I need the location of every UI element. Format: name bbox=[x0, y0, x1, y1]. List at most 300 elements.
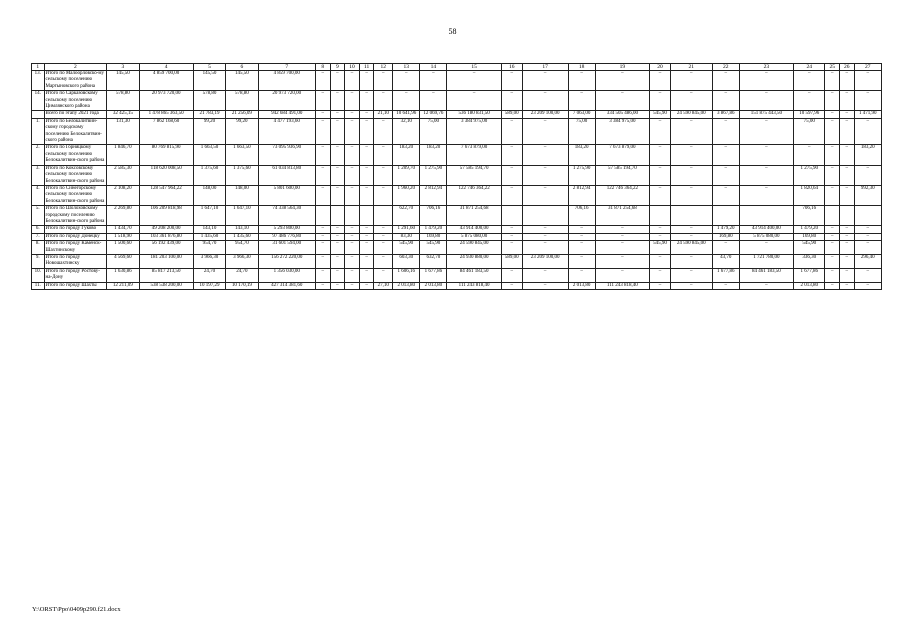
value-cell: – bbox=[739, 241, 793, 255]
header-cell: 20 bbox=[650, 64, 671, 71]
value-cell: 1 500,60 bbox=[107, 241, 139, 255]
value-cell: – bbox=[330, 118, 345, 145]
value-cell: – bbox=[825, 165, 840, 185]
table-row bbox=[32, 241, 882, 255]
value-cell: 589,00 bbox=[501, 254, 522, 268]
value-cell: – bbox=[670, 268, 712, 282]
header-cell: 17 bbox=[522, 64, 568, 71]
value-cell: 7 673 879,00 bbox=[447, 145, 501, 165]
value-cell: 7 862 168,60 bbox=[139, 118, 193, 145]
header-cell: 7 bbox=[258, 64, 315, 71]
value-cell: – bbox=[840, 282, 855, 289]
value-cell: 21 783,19 bbox=[193, 111, 225, 118]
value-cell: – bbox=[650, 165, 671, 185]
row-name-cell: Всего по этапу 2021 года bbox=[44, 111, 107, 118]
value-cell: – bbox=[670, 282, 712, 289]
value-cell: – bbox=[359, 233, 374, 240]
value-cell: – bbox=[345, 268, 360, 282]
value-cell: 4 477 193,60 bbox=[258, 118, 315, 145]
value-cell bbox=[345, 206, 360, 226]
header-cell: 23 bbox=[739, 64, 793, 71]
value-cell: – bbox=[374, 241, 393, 255]
value-cell: 131,30 bbox=[107, 118, 139, 145]
value-cell: – bbox=[854, 71, 881, 91]
value-cell: – bbox=[330, 282, 345, 289]
value-cell: – bbox=[840, 226, 855, 233]
value-cell: 954,70 bbox=[226, 241, 258, 255]
header-cell: 11 bbox=[359, 64, 374, 71]
value-cell: – bbox=[420, 71, 447, 91]
value-cell: – bbox=[854, 268, 881, 282]
value-cell: – bbox=[712, 185, 739, 205]
value-cell: – bbox=[374, 71, 393, 91]
value-cell: 75,00 bbox=[420, 118, 447, 145]
value-cell: 603,30 bbox=[393, 254, 420, 268]
row-name-cell: Итого по городу Шахты bbox=[44, 282, 107, 289]
value-cell bbox=[315, 206, 330, 226]
value-cell: 49 208 200,00 bbox=[139, 226, 193, 233]
value-cell: 2 013,80 bbox=[568, 282, 595, 289]
value-cell: 1 275,90 bbox=[794, 165, 825, 185]
value-cell: 2 013,80 bbox=[393, 282, 420, 289]
value-cell: 3 966,30 bbox=[226, 254, 258, 268]
value-cell: – bbox=[501, 145, 522, 165]
value-cell: 1 471,90 bbox=[854, 111, 881, 118]
value-cell: 10 170,19 bbox=[226, 282, 258, 289]
value-cell: – bbox=[825, 268, 840, 282]
value-cell: – bbox=[359, 226, 374, 233]
value-cell: – bbox=[447, 91, 501, 111]
value-cell: – bbox=[359, 118, 374, 145]
value-cell: 122 746 364,22 bbox=[447, 185, 501, 205]
value-cell: – bbox=[522, 91, 568, 111]
value-cell: – bbox=[825, 185, 840, 205]
value-cell: 1 275,90 bbox=[568, 165, 595, 185]
value-cell: – bbox=[650, 226, 671, 233]
value-cell: – bbox=[854, 118, 881, 145]
value-cell: 23 209 100,00 bbox=[522, 111, 568, 118]
row-number-cell: 1. bbox=[32, 118, 45, 145]
table-row bbox=[32, 233, 882, 240]
row-number-cell: 10. bbox=[32, 268, 45, 282]
data-table bbox=[31, 63, 882, 290]
value-cell: – bbox=[595, 226, 649, 233]
value-cell: – bbox=[854, 241, 881, 255]
value-cell: – bbox=[568, 71, 595, 91]
value-cell: – bbox=[359, 185, 374, 205]
value-cell: – bbox=[522, 233, 568, 240]
value-cell bbox=[522, 206, 568, 226]
value-cell: 578,80 bbox=[107, 91, 139, 111]
value-cell: – bbox=[712, 282, 739, 289]
value-cell: – bbox=[359, 71, 374, 91]
value-cell: – bbox=[650, 91, 671, 111]
value-cell: 31 871 254,68 bbox=[595, 206, 649, 226]
value-cell: 61 034 813,80 bbox=[258, 165, 315, 185]
value-cell: 2 269,80 bbox=[107, 206, 139, 226]
value-cell: – bbox=[315, 91, 330, 111]
row-name-cell: Итого по городу Гуково bbox=[44, 226, 107, 233]
value-cell: 3 867,86 bbox=[712, 111, 739, 118]
value-cell: – bbox=[712, 118, 739, 145]
value-cell: – bbox=[650, 185, 671, 205]
value-cell: – bbox=[739, 165, 793, 185]
value-cell: – bbox=[315, 254, 330, 268]
header-cell: 21 bbox=[670, 64, 712, 71]
value-cell: – bbox=[374, 185, 393, 205]
table-row bbox=[32, 282, 882, 289]
header-cell: 12 bbox=[374, 64, 393, 71]
value-cell: – bbox=[825, 282, 840, 289]
value-cell: 578,80 bbox=[226, 91, 258, 111]
value-cell: – bbox=[568, 226, 595, 233]
value-cell: 57 585 194,70 bbox=[447, 165, 501, 185]
value-cell: 99,20 bbox=[226, 118, 258, 145]
value-cell: 5 293 800,00 bbox=[258, 226, 315, 233]
value-cell bbox=[374, 206, 393, 226]
value-cell: – bbox=[712, 165, 739, 185]
value-cell: – bbox=[568, 91, 595, 111]
value-cell: 169,80 bbox=[794, 233, 825, 240]
value-cell: 10 197,29 bbox=[193, 282, 225, 289]
value-cell: – bbox=[522, 118, 568, 145]
value-cell: – bbox=[447, 71, 501, 91]
value-cell: – bbox=[825, 91, 840, 111]
header-cell: 27 bbox=[854, 64, 881, 71]
value-cell: 1 435,60 bbox=[226, 233, 258, 240]
value-cell: – bbox=[315, 233, 330, 240]
value-cell: – bbox=[568, 268, 595, 282]
value-cell: 1 630,86 bbox=[107, 268, 139, 282]
value-cell: – bbox=[595, 268, 649, 282]
value-cell: 7 673 879,00 bbox=[595, 145, 649, 165]
row-name-cell: Итого по Сарказовскому сельскому поселению Цимлянского района bbox=[44, 91, 107, 111]
value-cell: – bbox=[825, 118, 840, 145]
value-cell: – bbox=[650, 268, 671, 282]
value-cell: 84 461 183,50 bbox=[447, 268, 501, 282]
value-cell: 545,90 bbox=[794, 241, 825, 255]
value-cell: 1 479,20 bbox=[794, 226, 825, 233]
value-cell: 106 209 818,98 bbox=[139, 206, 193, 226]
value-cell bbox=[359, 206, 374, 226]
row-number-cell: 14. bbox=[32, 91, 45, 111]
value-cell: – bbox=[650, 71, 671, 91]
table-row bbox=[32, 165, 882, 185]
value-cell: – bbox=[840, 118, 855, 145]
value-cell: 183,20 bbox=[420, 145, 447, 165]
footer-file-path: Y:\ORST\Ppo\0409p290.f21.docx bbox=[32, 606, 121, 613]
value-cell: – bbox=[825, 111, 840, 118]
row-name-cell: Итого по Синегорскому сельскому поселению Белокалитвин-ского района bbox=[44, 185, 107, 205]
value-cell: – bbox=[345, 165, 360, 185]
value-cell: 1 677,86 bbox=[794, 268, 825, 282]
value-cell: 296,40 bbox=[854, 254, 881, 268]
value-cell: – bbox=[739, 71, 793, 91]
value-cell: – bbox=[650, 282, 671, 289]
value-cell: – bbox=[825, 71, 840, 91]
value-cell: 2 585,30 bbox=[107, 165, 139, 185]
value-cell: 4 859 700,00 bbox=[258, 71, 315, 91]
value-cell: – bbox=[359, 91, 374, 111]
header-cell: 19 bbox=[595, 64, 649, 71]
value-cell: 84 461 183,50 bbox=[739, 268, 793, 282]
value-cell: – bbox=[315, 145, 330, 165]
value-cell: – bbox=[854, 226, 881, 233]
value-cell: 97 486 776,80 bbox=[258, 233, 315, 240]
value-cell: – bbox=[374, 268, 393, 282]
row-name-cell: Итого по Коксовскому сельскому поселению Белокалитвин-ского района bbox=[44, 165, 107, 185]
header-row bbox=[32, 64, 882, 71]
value-cell: – bbox=[315, 241, 330, 255]
value-cell: 151 875 443,50 bbox=[739, 111, 793, 118]
value-cell: – bbox=[568, 233, 595, 240]
value-cell: – bbox=[670, 233, 712, 240]
value-cell: 706,16 bbox=[568, 206, 595, 226]
value-cell: 992,30 bbox=[854, 185, 881, 205]
value-cell: – bbox=[374, 118, 393, 145]
value-cell: – bbox=[739, 185, 793, 205]
value-cell: 1 479,20 bbox=[712, 226, 739, 233]
value-cell: – bbox=[359, 241, 374, 255]
value-cell: 942 684 491,00 bbox=[258, 111, 315, 118]
value-cell: 1 960,20 bbox=[393, 185, 420, 205]
value-cell: – bbox=[825, 145, 840, 165]
value-cell: – bbox=[739, 118, 793, 145]
value-cell: – bbox=[345, 241, 360, 255]
table-row bbox=[32, 145, 882, 165]
value-cell: – bbox=[345, 91, 360, 111]
value-cell: – bbox=[595, 71, 649, 91]
value-cell bbox=[712, 206, 739, 226]
value-cell: 1 606,16 bbox=[393, 268, 420, 282]
value-cell: – bbox=[670, 118, 712, 145]
header-cell: 5 bbox=[193, 64, 225, 71]
header-cell: 26 bbox=[840, 64, 855, 71]
value-cell: – bbox=[345, 254, 360, 268]
value-cell: – bbox=[501, 91, 522, 111]
value-cell: 10 597,96 bbox=[794, 111, 825, 118]
value-cell: – bbox=[522, 185, 568, 205]
value-cell: 43 914 400,00 bbox=[447, 226, 501, 233]
value-cell: – bbox=[330, 233, 345, 240]
value-cell: 23 209 100,00 bbox=[522, 254, 568, 268]
table-row bbox=[32, 206, 882, 226]
value-cell: 545,90 bbox=[650, 241, 671, 255]
value-cell: 2 812,94 bbox=[568, 185, 595, 205]
value-cell: – bbox=[359, 165, 374, 185]
value-cell: – bbox=[825, 254, 840, 268]
value-cell: – bbox=[345, 226, 360, 233]
value-cell: – bbox=[345, 118, 360, 145]
value-cell: 156 272 220,00 bbox=[258, 254, 315, 268]
value-cell: 24,70 bbox=[226, 268, 258, 282]
value-cell: – bbox=[840, 254, 855, 268]
value-cell: – bbox=[522, 241, 568, 255]
value-cell: 183,20 bbox=[568, 145, 595, 165]
value-cell: – bbox=[840, 111, 855, 118]
row-number-cell: 4. bbox=[32, 185, 45, 205]
value-cell: 31 601 594,00 bbox=[258, 241, 315, 255]
value-cell: – bbox=[739, 91, 793, 111]
value-cell: 27,10 bbox=[374, 282, 393, 289]
header-cell: 4 bbox=[139, 64, 193, 71]
value-cell: 545,90 bbox=[420, 241, 447, 255]
value-cell: – bbox=[650, 118, 671, 145]
value-cell: – bbox=[330, 185, 345, 205]
header-cell: 3 bbox=[107, 64, 139, 71]
value-cell bbox=[840, 206, 855, 226]
value-cell: 1 375,60 bbox=[226, 165, 258, 185]
value-cell: – bbox=[825, 226, 840, 233]
value-cell: – bbox=[330, 254, 345, 268]
value-cell: 3 384 975,00 bbox=[447, 118, 501, 145]
value-cell: – bbox=[330, 165, 345, 185]
value-cell: – bbox=[670, 185, 712, 205]
value-cell: 1 209,70 bbox=[393, 165, 420, 185]
header-cell: 22 bbox=[712, 64, 739, 71]
value-cell: 43,70 bbox=[712, 254, 739, 268]
value-cell: – bbox=[359, 145, 374, 165]
row-number-cell: 6. bbox=[32, 226, 45, 233]
value-cell bbox=[650, 206, 671, 226]
value-cell: – bbox=[345, 282, 360, 289]
value-cell: – bbox=[315, 165, 330, 185]
row-name-cell: Итого по городу Каменск-Шахтинскому bbox=[44, 241, 107, 255]
value-cell: 145,50 bbox=[107, 71, 139, 91]
value-cell: 336,30 bbox=[794, 254, 825, 268]
value-cell: 169,80 bbox=[420, 233, 447, 240]
value-cell: 24 590 845,00 bbox=[447, 241, 501, 255]
row-number-cell: 8. bbox=[32, 241, 45, 255]
value-cell: 24 590 845,00 bbox=[670, 241, 712, 255]
row-name-cell: Итого по Белокалитвин-скому городскому поселению Белокалитвин-ского района bbox=[44, 118, 107, 145]
value-cell: – bbox=[315, 268, 330, 282]
value-cell: – bbox=[522, 282, 568, 289]
value-cell: – bbox=[374, 91, 393, 111]
value-cell bbox=[825, 206, 840, 226]
table-row bbox=[32, 91, 882, 111]
value-cell: 1 846,70 bbox=[107, 145, 139, 165]
value-cell: – bbox=[840, 165, 855, 185]
value-cell: – bbox=[501, 241, 522, 255]
value-cell: 4 859 700,00 bbox=[139, 71, 193, 91]
value-cell: 56 192 439,00 bbox=[139, 241, 193, 255]
value-cell: – bbox=[670, 145, 712, 165]
value-cell: – bbox=[595, 233, 649, 240]
value-cell: 32 425,15 bbox=[107, 111, 139, 118]
value-cell: 24,70 bbox=[193, 268, 225, 282]
header-cell: 15 bbox=[447, 64, 501, 71]
value-cell: 2 013,80 bbox=[794, 282, 825, 289]
value-cell: – bbox=[840, 185, 855, 205]
value-cell: 148,00 bbox=[226, 185, 258, 205]
value-cell: 538 538 200,00 bbox=[139, 282, 193, 289]
value-cell: – bbox=[522, 71, 568, 91]
value-cell: – bbox=[501, 233, 522, 240]
value-cell: 83,30 bbox=[393, 233, 420, 240]
value-cell: 2 108,20 bbox=[107, 185, 139, 205]
value-cell: 5 875 080,00 bbox=[447, 233, 501, 240]
header-cell: 14 bbox=[420, 64, 447, 71]
value-cell: 128 547 964,22 bbox=[139, 185, 193, 205]
table-row bbox=[32, 268, 882, 282]
table-row bbox=[32, 71, 882, 91]
value-cell: 24 590 845,00 bbox=[670, 111, 712, 118]
value-cell: 57 585 194,70 bbox=[595, 165, 649, 185]
value-cell: 145,50 bbox=[226, 71, 258, 91]
value-cell: – bbox=[501, 165, 522, 185]
value-cell: 12 211,09 bbox=[107, 282, 139, 289]
header-cell: 1 bbox=[32, 64, 45, 71]
header-cell: 13 bbox=[393, 64, 420, 71]
value-cell: 578,80 bbox=[193, 91, 225, 111]
value-cell: 3 966,30 bbox=[193, 254, 225, 268]
value-cell: – bbox=[315, 71, 330, 91]
row-number-cell: 3. bbox=[32, 165, 45, 185]
value-cell: 7 063,00 bbox=[568, 111, 595, 118]
value-cell: 1 721 780,00 bbox=[739, 254, 793, 268]
value-cell: – bbox=[501, 226, 522, 233]
value-cell: – bbox=[840, 241, 855, 255]
value-cell: 1 647,10 bbox=[226, 206, 258, 226]
value-cell: 1 291,60 bbox=[393, 226, 420, 233]
header-cell: 25 bbox=[825, 64, 840, 71]
value-cell: – bbox=[794, 145, 825, 165]
value-cell: 148,00 bbox=[193, 185, 225, 205]
value-cell: – bbox=[374, 233, 393, 240]
value-cell: 111 243 818,40 bbox=[595, 282, 649, 289]
value-cell: – bbox=[522, 145, 568, 165]
row-number-cell: 9. bbox=[32, 254, 45, 268]
value-cell: 1 518,90 bbox=[107, 233, 139, 240]
value-cell bbox=[330, 206, 345, 226]
value-cell: 632,70 bbox=[420, 254, 447, 268]
header-cell: 9 bbox=[330, 64, 345, 71]
value-cell: – bbox=[315, 118, 330, 145]
value-cell: – bbox=[359, 282, 374, 289]
value-cell: – bbox=[315, 111, 330, 118]
row-number-cell: 11. bbox=[32, 282, 45, 289]
value-cell: – bbox=[854, 91, 881, 111]
value-cell: – bbox=[522, 226, 568, 233]
value-cell: – bbox=[854, 233, 881, 240]
value-cell: 589,00 bbox=[501, 111, 522, 118]
value-cell: 3 384 975,00 bbox=[595, 118, 649, 145]
value-cell: – bbox=[794, 71, 825, 91]
value-cell: – bbox=[712, 71, 739, 91]
value-cell bbox=[501, 206, 522, 226]
value-cell: 143,10 bbox=[226, 226, 258, 233]
value-cell: 1 663,50 bbox=[193, 145, 225, 165]
value-cell: 545,90 bbox=[393, 241, 420, 255]
value-cell: – bbox=[374, 145, 393, 165]
value-cell: – bbox=[712, 241, 739, 255]
value-cell: – bbox=[330, 91, 345, 111]
value-cell: 122 746 364,22 bbox=[595, 185, 649, 205]
value-cell: 32,10 bbox=[393, 118, 420, 145]
value-cell: 334 505 486,00 bbox=[595, 111, 649, 118]
value-cell: 10 641,96 bbox=[393, 111, 420, 118]
value-cell: 181 203 100,00 bbox=[139, 254, 193, 268]
value-cell bbox=[670, 206, 712, 226]
value-cell: – bbox=[330, 268, 345, 282]
value-cell: – bbox=[670, 165, 712, 185]
value-cell: 169,80 bbox=[712, 233, 739, 240]
value-cell: – bbox=[650, 145, 671, 165]
header-cell: 6 bbox=[226, 64, 258, 71]
value-cell: – bbox=[330, 111, 345, 118]
header-cell: 8 bbox=[315, 64, 330, 71]
